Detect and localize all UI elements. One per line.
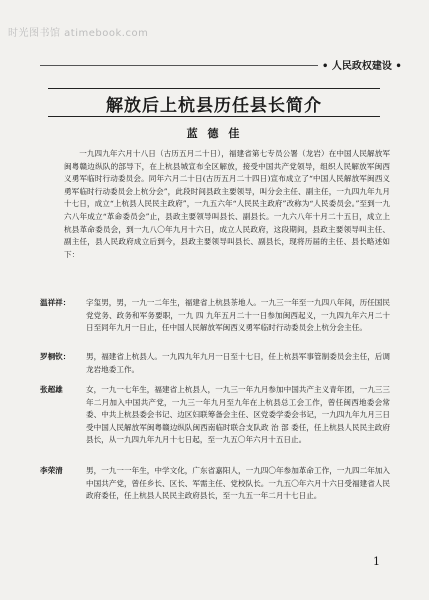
bio-entry xyxy=(40,297,390,335)
section-label: • 人民政权建设 • xyxy=(322,61,402,72)
page-number: 1 xyxy=(373,555,380,568)
bio-text: 男，福建省上杭县人。一九四九年九月一日至十七日，任上杭县军事管制委员会主任，后调龙岩地委工作。 xyxy=(86,352,390,374)
bio-name: 张超雄 xyxy=(40,385,63,394)
bio-name: 李荣清 xyxy=(40,466,63,475)
header-rule xyxy=(40,65,318,66)
bio-text: 女，一九一七年生，福建省上杭县人，一九三一年九月参加中国共产主义青年团，一九三三年二月加入中国共产党，一九三一年九月至九年在上杭县总工会工作，曾任闽西地委会常委、中共上杭县委会书记、边区妇联筹备会主任、区党委学委会书记，一九四九年九月三日受中国人民解放军闽粤赣边纵队闽西南临时联合支队政 治 部 委任，任上杭县人民民主政府县长，从一九四九年九月十七日起，至一九五〇年六月十五日止。 xyxy=(86,385,390,445)
bio-name: 罗桐钦： xyxy=(40,352,71,361)
author-name: 蓝 德 佳 xyxy=(186,127,243,140)
bio-entry xyxy=(40,384,390,447)
intro-paragraph: 一九四九年六月十八日（古历五月二十日），福建省第七专员公署（龙岩）在中国人民解放军闽粤赣边纵队的部导下，在上杭县城宣布全区解放，接受中国共产党领导，组织人民解放军闽西义勇军临时行动委员会。同年六月二十日(古历五月二十四日)宣布成立了“中国人民解放军闽西义勇军临时行动委员会上杭分会”，此段时间县政主要领导，叫分会主任、副主任，一九四九年九月十七日，成立“上杭县人民民主政府”，一九五六年“人民民主政府”改称为“人民委员会。”至到一九六八年成立“革命委员会”止，县政主要领导叫县长、副县长。一九六八年十月二十五日，成立上杭县革命委员会，到一九八〇年九月十六日，成立人民政府，这段期间，县政主要领导叫主任、副主任，县人民政府成立后到今，县政主要领导叫县长、副县长，现将历届的主任、县长略述如下： xyxy=(64,149,390,259)
bio-text: 字玺男，男，一九一二年生，福建省上杭县茶地人。一九三一年至一九四八年间，历任国民党党务、政务和军务要职，一九 四 九年五月二十一日参加闽西起义，一九四九年六月二十日至同年九月一日止，任中国人民解放军闽西义勇军临时行动委员会上杭分会主任。 xyxy=(86,298,390,333)
watermark-text: 时光图书馆 atimebook.com xyxy=(8,28,149,39)
bio-entry xyxy=(40,465,390,503)
bio-entry xyxy=(40,351,390,376)
page-title: 解放后上杭县历任县长简介 xyxy=(106,96,322,116)
bio-text: 男，一九一一年生，中学文化，广东省嘉阳人，一九四〇年参加革命工作，一九四二年加入中国共产党，曾任乡长、区长、军需主任、党校队长。一九五〇年六月十六日受福建省人民政府委任，任上杭县人民民主政府县长，至一九五一年二月十七日止。 xyxy=(86,466,390,501)
bio-name: 温祥祥： xyxy=(40,298,71,307)
